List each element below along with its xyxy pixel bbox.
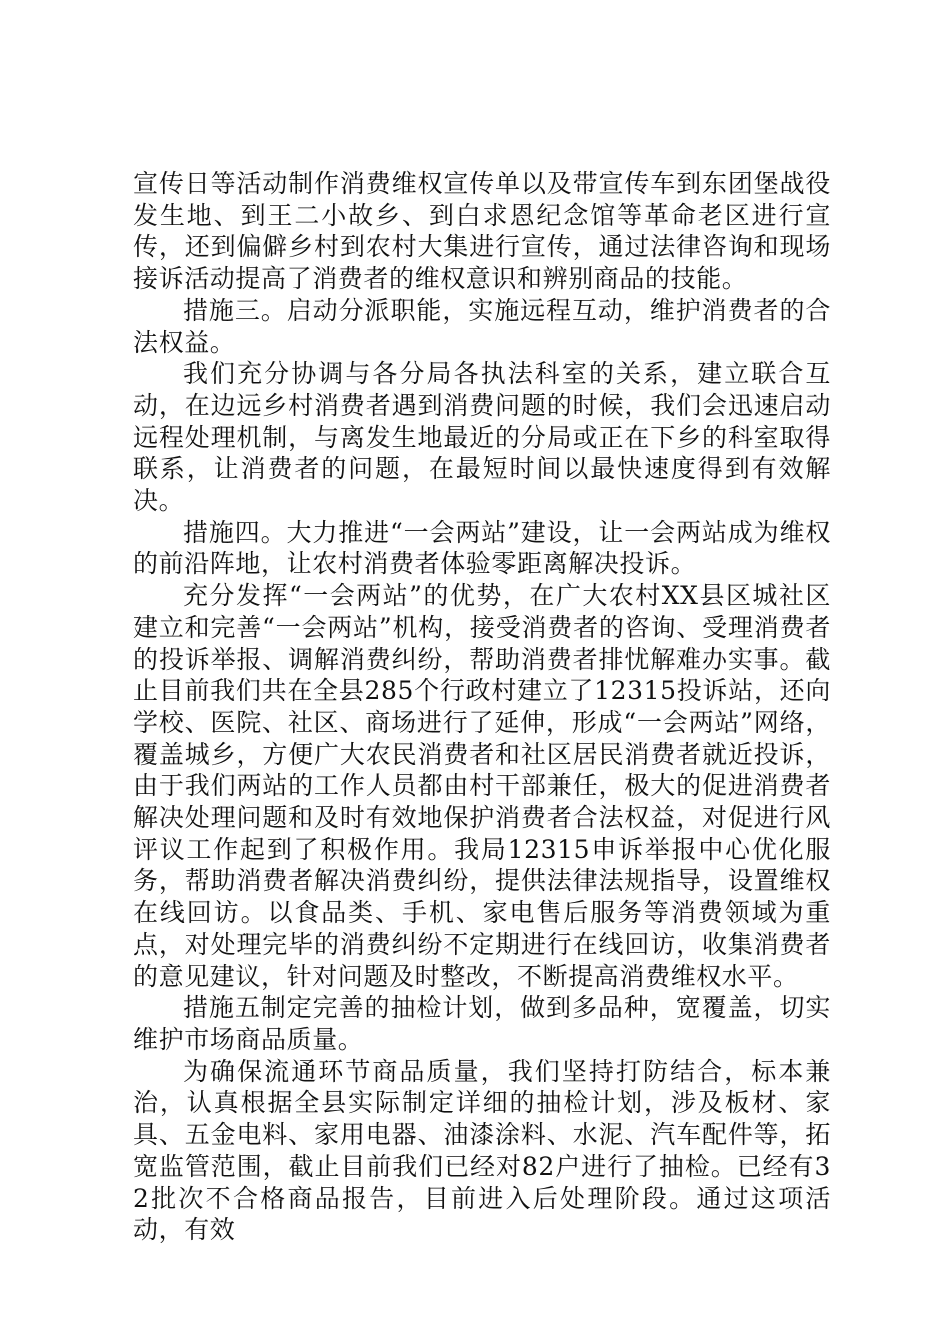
paragraph-measure-three-body: 我们充分协调与各分局各执法科室的关系，建立联合互动，在边远乡村消费者遇到消费问题的时候，我们会迅速启动远程处理机制，与离发生地最近的分局或正在下乡的科室取得联系，让消费者的问题，在最短时间以最快速度得到有效解决。	[133, 359, 831, 516]
paragraph-measure-four-body: 充分发挥“一会两站”的优势，在广大农村XX县区城社区建立和完善“一会两站”机构，接受消费者的咨询、受理消费者的投诉举报、调解消费纠纷，帮助消费者排忧解难办实事。截止目前我们共在全县285个行政村建立了12315投诉站，还向学校、医院、社区、商场进行了延伸，形成“一会两站”网络，覆盖城乡，方便广大农民消费者和社区居民消费者就近投诉，由于我们两站的工作人员都由村干部兼任，极大的促进消费者解决处理问题和及时有效地保护消费者合法权益，对促进行风评议工作起到了积极作用。我局12315申诉举报中心优化服务，帮助消费者解决消费纠纷，提供法律法规指导，设置维权在线回访。以食品类、手机、家电售后服务等消费领域为重点，对处理完毕的消费纠纷不定期进行在线回访，收集消费者的意见建议，针对问题及时整改，不断提高消费维权水平。	[133, 581, 831, 991]
paragraph-measure-five-heading: 措施五制定完善的抽检计划，做到多品种，宽覆盖，切实维护市场商品质量。	[133, 993, 831, 1054]
paragraph-measure-four-heading: 措施四。大力推进“一会两站”建设，让一会两站成为维权的前沿阵地，让农村消费者体验零距离解决投诉。	[133, 517, 831, 579]
paragraph-measure-three-heading: 措施三。启动分派职能，实施远程互动，维护消费者的合法权益。	[133, 295, 831, 357]
paragraph-measure-five-body: 为确保流通环节商品质量，我们坚持打防结合，标本兼治，认真根据全县实际制定详细的抽检计划，涉及板材、家具、五金电料、家用电器、油漆涂料、水泥、汽车配件等，拓宽监管范围，截止目前我们已经对82户进行了抽检。已经有32批次不合格商品报告，目前进入后处理阶段。通过这项活动，有效	[133, 1056, 831, 1245]
paragraph-continuation: 宣传日等活动制作消费维权宣传单以及带宣传车到东团堡战役发生地、到王二小故乡、到白求恩纪念馆等革命老区进行宣传，还到偏僻乡村到农村大集进行宣传，通过法律咨询和现场接诉活动提高了消费者的维权意识和辨别商品的技能。	[133, 169, 831, 294]
document-body	[133, 168, 831, 1246]
